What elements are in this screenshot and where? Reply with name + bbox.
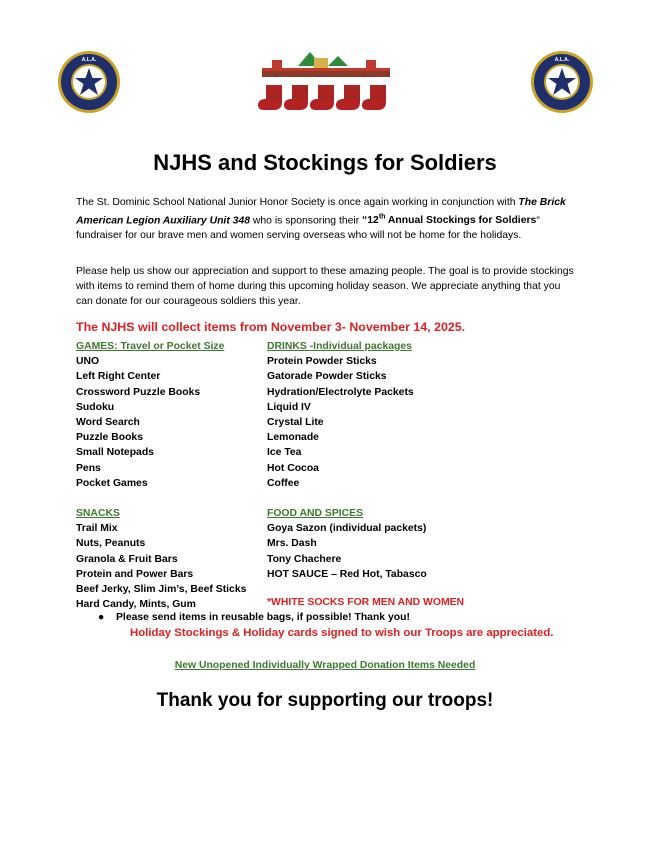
list-item: Left Right Center (76, 371, 161, 383)
snacks-list (76, 506, 256, 612)
page-title: NJHS and Stockings for Soldiers (153, 150, 497, 175)
drinks-list (267, 339, 567, 491)
list-item: Hot Cocoa (267, 462, 319, 474)
list-item: Coffee (267, 477, 300, 489)
appeal-paragraph: Please help us show our appreciation and support to these amazing people. The goal is to provide stockings with items to remind them of home during this upcoming holiday season. We appreciate anything that you can donate for our courageous soldiers this year. (76, 266, 574, 307)
list-item: Tony Chachere (267, 553, 342, 565)
games-heading: GAMES: Travel or Pocket Size (76, 341, 225, 352)
list-item: Gatorade Powder Sticks (267, 371, 387, 383)
food-list (267, 506, 567, 582)
list-item: Beef Jerky, Slim Jim’s, Beef Sticks (76, 584, 247, 596)
list-item: Ice Tea (267, 447, 302, 459)
list-item: Crossword Puzzle Books (76, 386, 201, 398)
intro-text: The St. Dominic School National Junior Honor Society is once again working in conjunction with (76, 197, 519, 208)
christmas-stockings-on-mantel-icon (258, 50, 394, 120)
intro-text: ” fundraiser for our brave men and women serving overseas who will not be home for the holidays. (76, 215, 540, 242)
snacks-heading: SNACKS (76, 508, 120, 519)
list-item: Trail Mix (76, 523, 118, 535)
bullet-icon: ● (98, 612, 105, 623)
games-list (76, 339, 256, 491)
intro-paragraph (76, 195, 576, 243)
list-item: Lemonade (267, 432, 319, 444)
event-name-prefix: “12 (362, 215, 379, 227)
list-item: Mrs. Dash (267, 538, 317, 550)
list-item: Liquid IV (267, 401, 311, 413)
socks-note: *WHITE SOCKS FOR MEN AND WOMEN (267, 597, 465, 608)
list-item: Goya Sazon (individual packets) (267, 523, 427, 535)
intro-text: who is sponsoring their (250, 215, 363, 227)
event-ordinal-suffix: th (378, 214, 386, 221)
list-item: Puzzle Books (76, 432, 143, 444)
bag-note-text: Please send items in reusable bags, if possible! Thank you! (116, 612, 410, 623)
list-item: Protein and Power Bars (76, 568, 194, 580)
list-item: Protein Powder Sticks (267, 356, 377, 368)
list-item: Crystal Lite (267, 417, 324, 429)
drinks-heading: DRINKS -Individual packages (267, 341, 412, 352)
list-item: Small Notepads (76, 447, 154, 459)
new-items-note: New Unopened Individually Wrapped Donation Items Needed (174, 660, 476, 671)
list-item: Word Search (76, 417, 140, 429)
collection-dates: The NJHS will collect items from November 3- November 14, 2025. (76, 320, 466, 334)
list-item: Hard Candy, Mints, Gum (76, 599, 196, 611)
food-heading: FOOD AND SPICES (267, 508, 364, 519)
sponsor-organization: The Brick American Legion Auxiliary Unit 348 (76, 197, 566, 227)
event-name: Annual Stockings for Soldiers (385, 215, 537, 227)
american-legion-auxiliary-emblem-icon (530, 50, 594, 114)
bag-note (98, 612, 410, 623)
svg-text:A.L.A.: A.L.A. (554, 57, 570, 63)
list-item: Hydration/Electrolyte Packets (267, 386, 414, 398)
list-item: HOT SAUCE – Red Hot, Tabasco (267, 568, 427, 580)
svg-text:A.L.A.: A.L.A. (81, 57, 97, 63)
list-item: Granola & Fruit Bars (76, 553, 178, 565)
list-item: Sudoku (76, 401, 115, 413)
list-item: UNO (76, 356, 100, 368)
holiday-note: Holiday Stockings & Holiday cards signed to wish our Troops are appreciated. (130, 627, 554, 639)
list-item: Pens (76, 462, 101, 474)
american-legion-auxiliary-emblem-icon (57, 50, 121, 114)
list-item: Nuts, Peanuts (76, 538, 146, 550)
list-item: Pocket Games (76, 477, 148, 489)
closing-message: Thank you for supporting our troops! (156, 690, 494, 711)
